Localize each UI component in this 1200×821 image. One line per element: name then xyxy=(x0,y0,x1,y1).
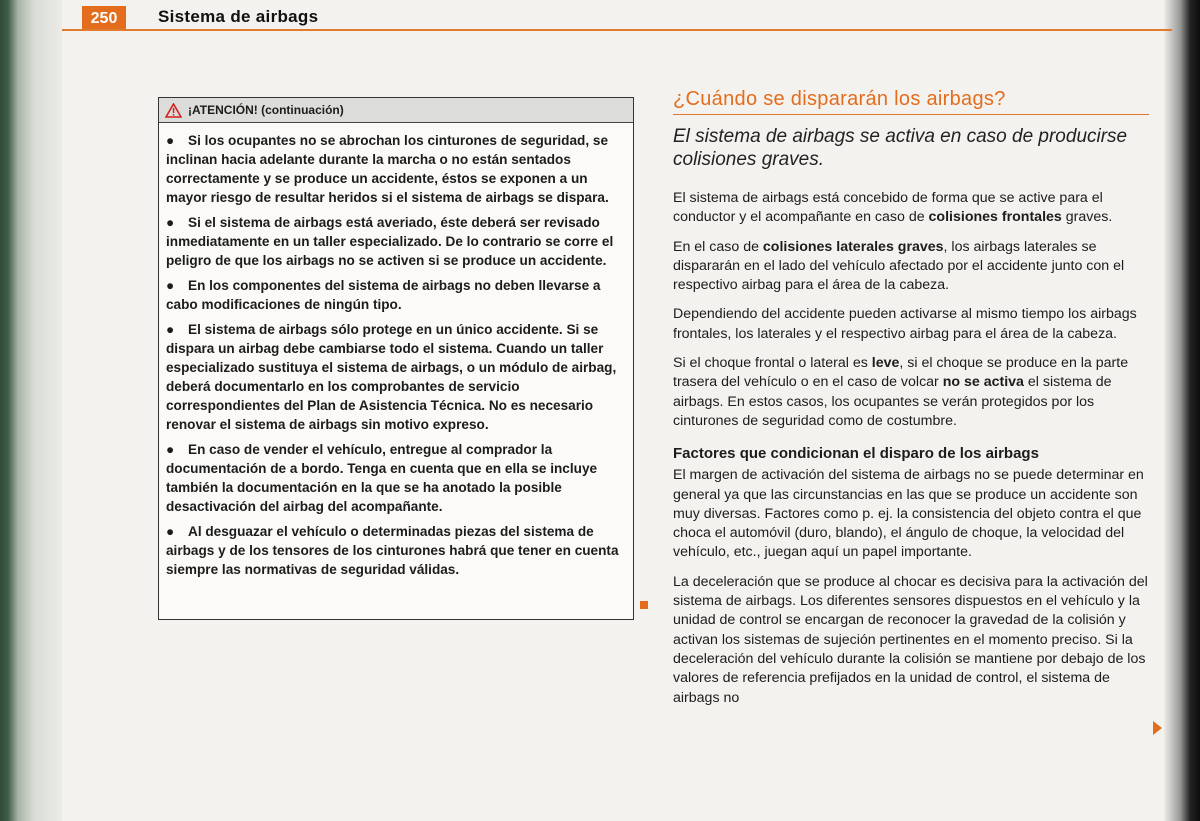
warning-triangle-icon xyxy=(165,103,182,118)
section-lead: El sistema de airbags se activa en caso de producirse colisiones graves. xyxy=(673,126,1128,170)
warning-header xyxy=(159,98,633,123)
warning-box xyxy=(158,97,634,620)
warning-item xyxy=(166,131,625,207)
emphasis: no se activa xyxy=(942,374,1024,391)
subsection-title: Factores que condicionan el disparo de los airbags xyxy=(673,445,1039,463)
warning-item-text: En caso de vender el vehículo, entregue al comprador la documentación de a bordo. Tenga en cuenta que en ella se incluye también la documentación en la que se ha anotado la posible desactivación del airbag del acompañante. xyxy=(166,442,598,514)
text-run: El sistema de airbags está concebido de forma que se active para el conductor y el acompañante en caso de xyxy=(673,190,1103,226)
warning-item xyxy=(166,522,625,579)
paragraph: Dependiendo del accidente pueden activarse al mismo tiempo los airbags frontales, los laterales y el respectivo airbag para el área de la cabeza. xyxy=(673,306,1137,342)
warning-item-text: El sistema de airbags sólo protege en un único accidente. Si se dispara un airbag debe cambiarse todo el sistema. Cuando un taller especializado sustituya el sistema de airbags, o un módulo de airbag, deberá documentarlo en los comprobantes de servicio correspondientes del Plan de Asistencia Técnica. No es necesario renovar el sistema de airbags sin motivo expreso. xyxy=(166,322,617,432)
header-rule xyxy=(62,29,1172,31)
warning-item-text: Si los ocupantes no se abrochan los cinturones de seguridad, se inclinan hacia adelante durante la marcha o no están sentados correctamente y se produce un accidente, éstos se exponen a un mayor riesgo de resultar heridos si el sistema de airbags se dispara. xyxy=(166,133,609,205)
paragraph xyxy=(673,238,1149,296)
paragraph xyxy=(673,189,1149,228)
emphasis: colisiones frontales xyxy=(928,209,1062,226)
warning-item-text: Al desguazar el vehículo o determinadas piezas del sistema de airbags y de los tensores de los cinturones habrá que tener en cuenta siempre las normativas de seguridad válidas. xyxy=(166,524,619,577)
warning-item-text: Si el sistema de airbags está averiado, éste deberá ser revisado inmediatamente en un taller especializado. De lo contrario se corre el peligro de que los airbags no se activen si se produce un accidente. xyxy=(166,215,614,268)
end-of-section-marker xyxy=(640,601,648,609)
section-title: ¿Cuándo se dispararán los airbags? xyxy=(673,88,1149,115)
paragraph: La deceleración que se produce al chocar es decisiva para la activación del sistema de airbags. Los diferentes sensores dispuestos en el vehículo y la unidad de control se encargan de reconocer la gravedad de la colisión y activan los sistemas de sujeción pertinentes en el momento preciso. Si la deceleración del vehículo durante la colisión se mantiene por debajo de los valores de referencia prefijados en la unidad de control, el sistema de airbags no xyxy=(673,573,1148,706)
text-run: Si el choque frontal o lateral es xyxy=(673,355,872,372)
warning-item-text: En los componentes del sistema de airbags no deben llevarse a cabo modificaciones de ningún tipo. xyxy=(166,278,601,312)
bullet-icon: ● xyxy=(166,524,175,539)
bullet-icon: ● xyxy=(166,133,175,148)
page-binding-edge-right xyxy=(1164,0,1200,821)
paragraph: El margen de activación del sistema de airbags no se puede determinar en general ya que las circunstancias en las que se produce un accidente son muy diversas. Factores como p. ej. la consistencia del objeto contra el que choca el automóvil (duro, blando), el ángulo de choque, la velocidad del vehículo, etc., juegan aquí un papel importante. xyxy=(673,467,1144,561)
warning-list xyxy=(159,123,633,579)
warning-item xyxy=(166,320,625,434)
bullet-icon: ● xyxy=(166,442,175,457)
text-run: En el caso de xyxy=(673,238,763,255)
page-number: 250 xyxy=(82,6,126,31)
bullet-icon: ● xyxy=(166,215,175,230)
warning-item xyxy=(166,213,625,270)
warning-title: ¡ATENCIÓN! (continuación) xyxy=(188,103,344,117)
emphasis: colisiones laterales graves xyxy=(762,238,944,255)
text-run: graves. xyxy=(1061,209,1113,226)
right-column xyxy=(673,88,1149,718)
text-run: , los airbags laterales se dispararán en el lado del vehículo afectado por el accidente junto con el respectivo airbag para el área de la cabeza. xyxy=(673,238,1125,294)
warning-item xyxy=(166,440,625,516)
text-run: el sistema de airbags. En estos casos, los ocupantes se verán protegidos por los cinturones de seguridad como de costumbre. xyxy=(673,374,1112,429)
continue-arrow-icon xyxy=(1153,721,1162,735)
emphasis: leve xyxy=(871,355,900,372)
bullet-icon: ● xyxy=(166,322,175,337)
warning-item xyxy=(166,276,625,314)
bullet-icon: ● xyxy=(166,278,175,293)
page-binding-edge-left xyxy=(0,0,62,821)
text-run: , si el choque se produce en la parte trasera del vehículo o en el caso de volcar xyxy=(673,355,1129,391)
running-title: Sistema de airbags xyxy=(158,7,319,26)
paragraph xyxy=(673,354,1149,431)
